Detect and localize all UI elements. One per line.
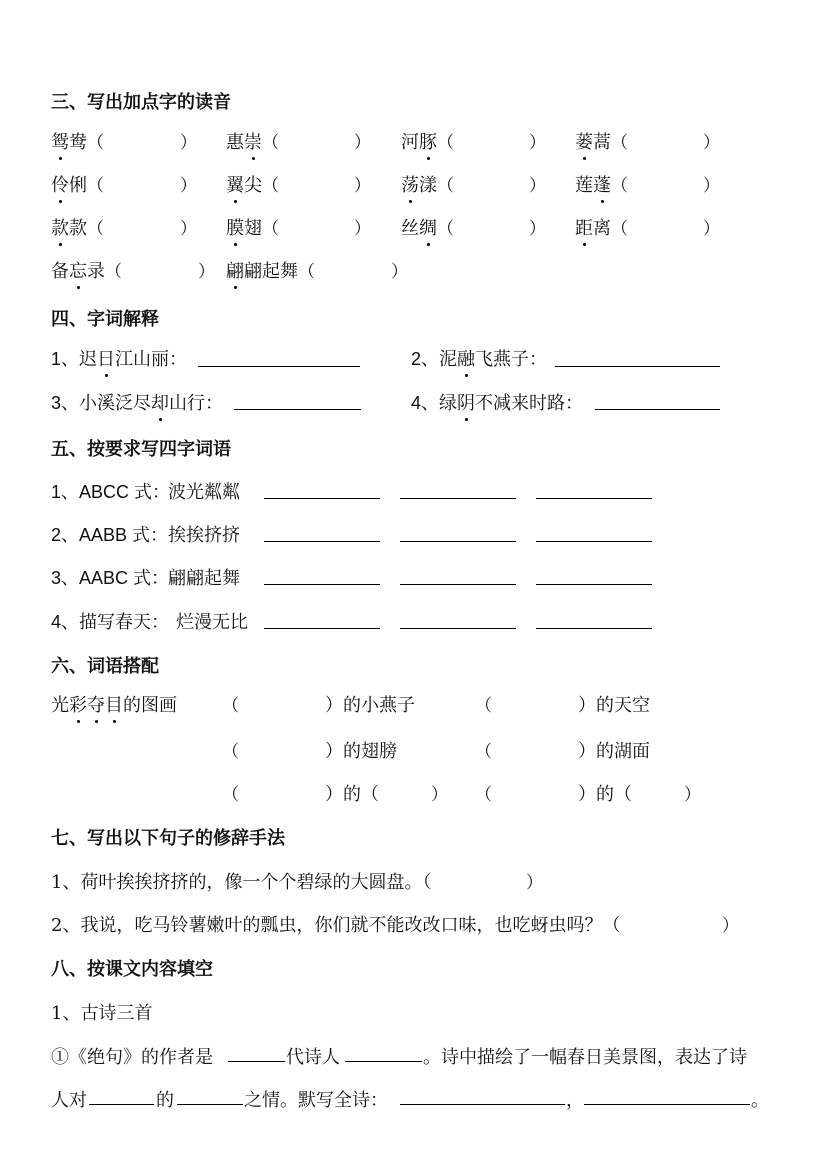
collocation-phrase: ）的（ <box>578 784 632 805</box>
collocation-phrase: ）的小燕子 <box>325 695 415 716</box>
pinyin-blank-open[interactable]: （ <box>262 176 279 196</box>
section-8-title: 八、按课文内容填空 <box>51 959 213 980</box>
vocab-question-4: 4、绿阴不减来时路： <box>411 389 583 415</box>
collocation-phrase: ）的翅膀 <box>325 741 397 762</box>
four-char-word-row: 3、AABC 式： <box>51 568 170 588</box>
pinyin-blank-open[interactable]: （ <box>437 133 454 153</box>
pinyin-blank-open[interactable]: （ <box>262 133 279 153</box>
pinyin-blank-close[interactable]: ） <box>198 262 215 282</box>
poem-fill-text: 的 <box>156 1090 174 1111</box>
pinyin-blank-open[interactable]: （ <box>87 133 104 153</box>
poem-fill-text: 代诗人 <box>286 1047 340 1068</box>
reading-item: 距离（ <box>575 214 628 240</box>
poem-fill-text: 之情。默写全诗： <box>244 1090 388 1111</box>
reading-item: 款款（ <box>51 214 104 240</box>
example-word: 挨挨挤挤 <box>168 525 240 546</box>
example-word: 翩翩起舞 <box>168 568 240 589</box>
poem-answer-line[interactable] <box>177 1104 243 1105</box>
rhetoric-question-2: 2、我说，吃马铃薯嫩叶的瓢虫，你们就不能改改口味，也吃蚜虫吗？（ <box>51 915 621 936</box>
pinyin-blank-open[interactable]: （ <box>611 219 628 239</box>
pinyin-blank-close[interactable]: ） <box>391 262 408 282</box>
four-char-word-row: 1、ABCC 式： <box>51 482 171 502</box>
collocation-blank[interactable]: （ <box>222 742 239 762</box>
poem-answer-line[interactable] <box>89 1104 154 1105</box>
pinyin-blank-close[interactable]: ） <box>354 219 371 239</box>
pinyin-blank-open[interactable]: （ <box>437 219 454 239</box>
pinyin-blank-close[interactable]: ） <box>180 133 197 153</box>
reading-item: 翼尖（ <box>226 171 279 197</box>
vocab-answer-line-4[interactable] <box>595 409 720 410</box>
section-4-title: 四、字词解释 <box>51 309 159 330</box>
collocation-phrase: ）的（ <box>325 784 379 805</box>
poem-line-answer-1[interactable] <box>400 1104 565 1105</box>
poem-fill-text: ， <box>566 1090 584 1111</box>
word-answer-line[interactable] <box>536 541 652 542</box>
pinyin-blank-close[interactable]: ） <box>529 176 546 196</box>
word-answer-line[interactable] <box>264 584 380 585</box>
four-char-word-row: 4、描写春天： <box>51 612 170 632</box>
reading-item: 伶俐（ <box>51 171 104 197</box>
poem-fill-text: ①《绝句》的作者是 <box>51 1047 213 1068</box>
pinyin-blank-close[interactable]: ） <box>354 176 371 196</box>
pinyin-blank-open[interactable]: （ <box>611 133 628 153</box>
collocation-phrase: ）的湖面 <box>578 741 650 762</box>
reading-item: 河豚（ <box>401 128 454 154</box>
word-answer-line[interactable] <box>400 541 516 542</box>
vocab-answer-line-3[interactable] <box>234 409 361 410</box>
pinyin-blank-close[interactable]: ） <box>703 133 720 153</box>
poem-fill-text: 。诗中描绘了一幅春日美景图，表达了诗 <box>423 1047 747 1068</box>
word-answer-line[interactable] <box>264 541 380 542</box>
collocation-blank[interactable]: （ <box>475 696 492 716</box>
poem-line-answer-2[interactable] <box>584 1104 750 1105</box>
vocab-answer-line-2[interactable] <box>555 366 720 367</box>
reading-item: 翩翩起舞（ <box>226 257 315 283</box>
collocation-blank-close[interactable]: ） <box>431 785 448 805</box>
vocab-question-1: 1、迟日江山丽： <box>51 345 187 371</box>
word-answer-line[interactable] <box>536 628 652 629</box>
reading-item: 莲蓬（ <box>575 171 628 197</box>
collocation-blank[interactable]: （ <box>222 696 239 716</box>
reading-item: 备忘录（ <box>51 257 122 283</box>
pinyin-blank-close[interactable]: ） <box>529 219 546 239</box>
vocab-answer-line-1[interactable] <box>198 366 360 367</box>
collocation-blank[interactable]: （ <box>222 785 239 805</box>
pinyin-blank-open[interactable]: （ <box>611 176 628 196</box>
word-answer-line[interactable] <box>536 498 652 499</box>
word-answer-line[interactable] <box>264 498 380 499</box>
poem-fill-text: 。 <box>751 1090 769 1111</box>
reading-item: 蒌蒿（ <box>575 128 628 154</box>
reading-item: 荡漾（ <box>401 171 454 197</box>
collocation-lead: 光彩夺目的图画 <box>51 691 177 717</box>
pinyin-blank-open[interactable]: （ <box>87 219 104 239</box>
reading-item: 膜翅（ <box>226 214 279 240</box>
word-answer-line[interactable] <box>264 628 380 629</box>
collocation-phrase: ）的天空 <box>578 695 650 716</box>
pinyin-blank-close[interactable]: ） <box>529 133 546 153</box>
pinyin-blank-open[interactable]: （ <box>437 176 454 196</box>
poem-fill-text: 人对 <box>51 1090 87 1111</box>
reading-item: 惠崇（ <box>226 128 279 154</box>
reading-item: 鸳鸯（ <box>51 128 104 154</box>
pinyin-blank-open[interactable]: （ <box>87 176 104 196</box>
example-word: 烂漫无比 <box>176 612 248 633</box>
reading-item: 丝绸（ <box>401 214 454 240</box>
section-7-title: 七、写出以下句子的修辞手法 <box>51 828 285 849</box>
word-answer-line[interactable] <box>400 498 516 499</box>
word-answer-line[interactable] <box>400 628 516 629</box>
collocation-blank[interactable]: （ <box>475 742 492 762</box>
pinyin-blank-close[interactable]: ） <box>703 219 720 239</box>
poet-answer-line[interactable] <box>345 1061 422 1062</box>
word-answer-line[interactable] <box>400 584 516 585</box>
rhetoric-question-1: 1、荷叶挨挨挤挤的，像一个个碧绿的大圆盘。（ <box>51 872 432 893</box>
poem-subtitle: 1、古诗三首 <box>51 1003 153 1024</box>
collocation-blank-close[interactable]: ） <box>684 785 701 805</box>
collocation-blank[interactable]: （ <box>475 785 492 805</box>
pinyin-blank-close[interactable]: ） <box>180 176 197 196</box>
section-3-title: 三、写出加点字的读音 <box>51 92 231 113</box>
word-answer-line[interactable] <box>536 584 652 585</box>
dynasty-answer-line[interactable] <box>228 1061 285 1062</box>
pinyin-blank-open[interactable]: （ <box>105 262 122 282</box>
vocab-question-3: 3、小溪泛尽却山行： <box>51 389 223 415</box>
section-5-title: 五、按要求写四字词语 <box>51 439 231 460</box>
pinyin-blank-close[interactable]: ） <box>354 133 371 153</box>
rhetoric-answer-close-2[interactable]: ） <box>722 916 739 936</box>
pinyin-blank-open[interactable]: （ <box>298 262 315 282</box>
four-char-word-row: 2、AABB 式： <box>51 525 169 545</box>
pinyin-blank-close[interactable]: ） <box>180 219 197 239</box>
pinyin-blank-close[interactable]: ） <box>703 176 720 196</box>
vocab-question-2: 2、泥融飞燕子： <box>411 345 547 371</box>
section-6-title: 六、词语搭配 <box>51 656 159 677</box>
pinyin-blank-open[interactable]: （ <box>262 219 279 239</box>
rhetoric-answer-close-1[interactable]: ） <box>526 873 543 893</box>
example-word: 波光粼粼 <box>168 482 240 503</box>
